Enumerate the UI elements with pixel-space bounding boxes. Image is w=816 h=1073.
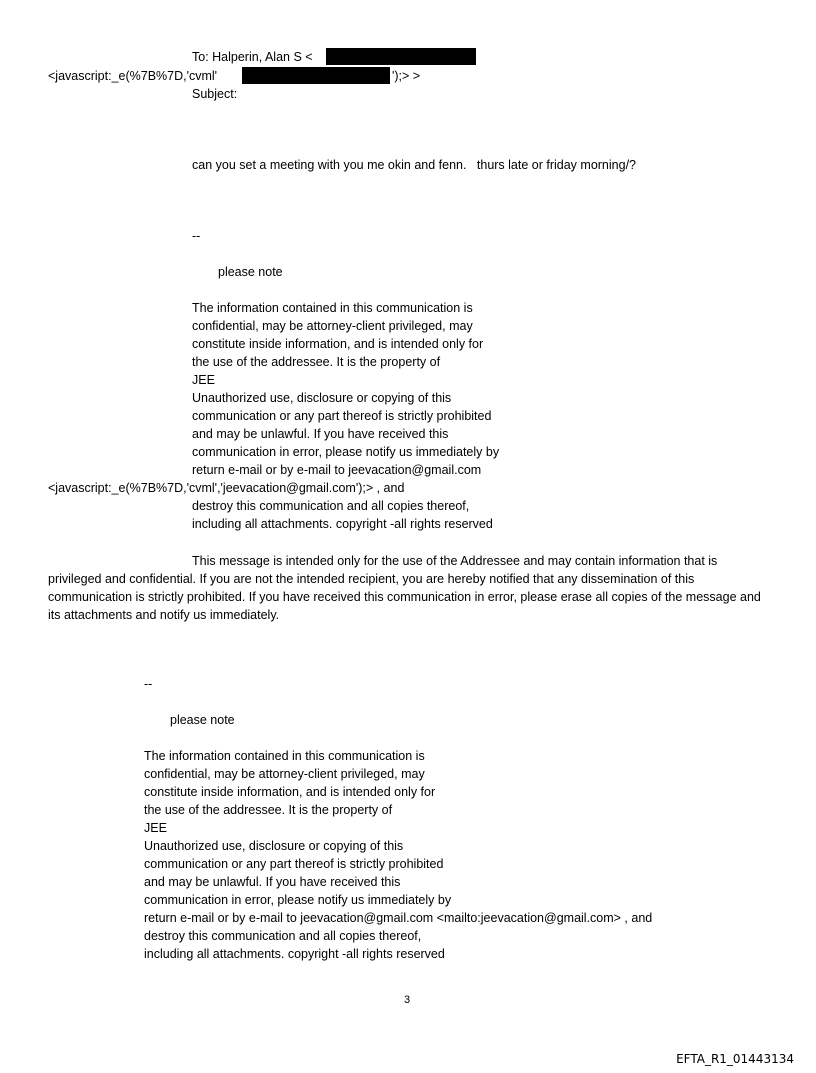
signature-line: destroy this communication and all copies thereof,	[192, 499, 470, 513]
disclaimer-paragraph: This message is intended only for the use of the Addressee and may contain information that is privileged and confidential. If you are not the intended recipient, you are hereby notified that any dissemination of this communication is strictly prohibited. If you have received this communication in error, please erase all copies of the message and its attachments and notify us immediately.	[48, 554, 761, 622]
signature-line: communication or any part thereof is strictly prohibited	[192, 409, 492, 423]
please-note-heading: please note	[170, 713, 235, 727]
signature-line: constitute inside information, and is intended only for	[192, 337, 484, 351]
signature-line: confidential, may be attorney-client privileged, may	[144, 767, 425, 781]
to-line: To: Halperin, Alan S <	[192, 50, 313, 64]
signature-line: the use of the addressee. It is the property of	[192, 355, 441, 369]
signature-line: destroy this communication and all copies thereof,	[144, 929, 422, 943]
signature-line: and may be unlawful. If you have received this	[192, 427, 449, 441]
signature-line: The information contained in this communication is	[192, 301, 473, 315]
signature-separator: --	[144, 677, 153, 691]
signature-line: communication in error, please notify us immediately by	[144, 893, 452, 907]
signature-line: including all attachments. copyright -all rights reserved	[144, 947, 445, 961]
signature-line: JEE	[144, 821, 167, 835]
signature-line: the use of the addressee. It is the property of	[144, 803, 393, 817]
signature-line: confidential, may be attorney-client privileged, may	[192, 319, 473, 333]
javascript-link-line: <javascript:_e(%7B%7D,'cvml','jeevacation@gmail.com');> , and	[48, 481, 405, 495]
signature-line: including all attachments. copyright -all rights reserved	[192, 517, 493, 531]
signature-line: communication in error, please notify us immediately by	[192, 445, 500, 459]
document-id-footer: EFTA_R1_01443134	[676, 1052, 794, 1066]
signature-line: communication or any part thereof is strictly prohibited	[144, 857, 444, 871]
signature-line: Unauthorized use, disclosure or copying of this	[192, 391, 452, 405]
signature-line: return e-mail or by e-mail to jeevacation@gmail.com	[192, 463, 482, 477]
redaction-bar	[242, 67, 390, 84]
message-body: can you set a meeting with you me okin and fenn. thurs late or friday morning/?	[192, 158, 636, 172]
subject-line: Subject:	[192, 87, 238, 101]
to-javascript-suffix: ');> >	[392, 69, 421, 83]
please-note-heading: please note	[218, 265, 283, 279]
signature-line: JEE	[192, 373, 215, 387]
redaction-bar	[326, 48, 476, 65]
signature-line: constitute inside information, and is intended only for	[144, 785, 436, 799]
signature-line: and may be unlawful. If you have received this	[144, 875, 401, 889]
to-javascript-prefix: <javascript:_e(%7B%7D,'cvml'	[48, 69, 218, 83]
page-number: 3	[404, 994, 411, 1006]
signature-line: The information contained in this communication is	[144, 749, 425, 763]
signature-line: return e-mail or by e-mail to jeevacation@gmail.com <mailto:jeevacation@gmail.com> , and	[144, 911, 653, 925]
signature-separator: --	[192, 229, 201, 243]
signature-line: Unauthorized use, disclosure or copying of this	[144, 839, 404, 853]
